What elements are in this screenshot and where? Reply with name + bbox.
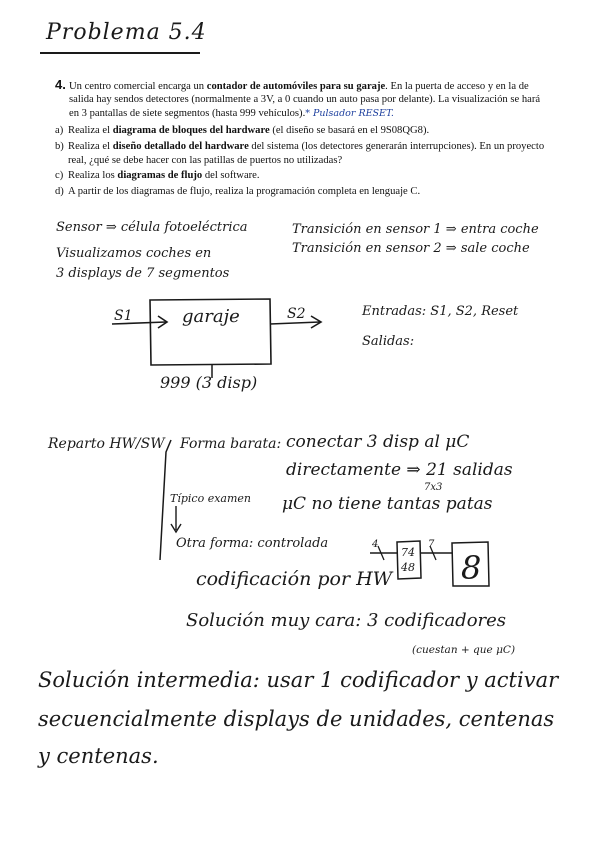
chip-label-2: 48 bbox=[401, 561, 415, 574]
note-sensor: Sensor ⇒ célula fotoeléctrica bbox=[56, 220, 248, 235]
hw-encoding-text: codificación por HW bbox=[196, 568, 393, 590]
item-text-bold: diagrama de bloques del hardware bbox=[112, 125, 270, 137]
conclusion-line-1: Solución intermedia: usar 1 codificador y activar bbox=[38, 668, 559, 692]
item-text-pre: A partir de los diagramas de flujo, realiza la programación completa en lenguaje C. bbox=[68, 186, 421, 198]
item-label: a) bbox=[55, 125, 64, 137]
expensive-solution-text: Solución muy cara: 3 codificadores bbox=[186, 610, 507, 631]
expensive-note: (cuestan + que μC) bbox=[412, 644, 516, 656]
note-inputs: Entradas: S1, S2, Reset bbox=[362, 304, 519, 319]
display-caption: 999 (3 disp) bbox=[160, 373, 258, 392]
note-visualize-2: 3 displays de 7 segmentos bbox=[56, 266, 230, 281]
chip-label-1: 74 bbox=[401, 546, 415, 559]
item-text-post: (el diseño se basará en el 9S08QG8). bbox=[269, 125, 430, 137]
s1-label: S1 bbox=[114, 308, 133, 324]
item-text-pre: Realiza los bbox=[68, 170, 118, 182]
cheap-way-sub: 7x3 bbox=[424, 482, 443, 493]
down-arrow-icon bbox=[171, 506, 181, 532]
note-visualize-1: Visualizamos coches en bbox=[56, 246, 212, 261]
item-label: b) bbox=[55, 141, 64, 153]
item-text-bold: diseño detallado del hardware bbox=[112, 141, 249, 153]
problem-title: Problema 5.4 bbox=[46, 20, 207, 45]
note-transition-1: Transición en sensor 1 ⇒ entra coche bbox=[292, 222, 539, 237]
conclusion-line-2: secuencialmente displays de unidades, centenas bbox=[38, 707, 555, 731]
no-pins-text: μC no tiene tantas patas bbox=[282, 494, 493, 514]
note-transition-2: Transición en sensor 2 ⇒ sale coche bbox=[292, 241, 530, 256]
item-text-post: del software. bbox=[202, 170, 260, 182]
typical-exam-label: Típico examen bbox=[170, 492, 251, 505]
item-text-bold: diagramas de flujo bbox=[117, 170, 203, 182]
intro-text-bold: contador de automóviles para su garaje bbox=[206, 81, 386, 92]
bus-out-width: 7 bbox=[428, 539, 435, 550]
bus-in-width: 4 bbox=[372, 539, 379, 550]
note-outputs: Salidas: bbox=[362, 334, 415, 349]
display-digit: 8 bbox=[461, 549, 482, 587]
hw-sw-heading: Reparto HW/SW bbox=[48, 436, 165, 452]
item-label: d) bbox=[55, 186, 64, 198]
item-label: c) bbox=[55, 170, 64, 182]
s2-label: S2 bbox=[287, 306, 306, 322]
cheap-way-text-2: directamente ⇒ 21 salidas bbox=[286, 460, 513, 480]
conclusion-line-3: y centenas. bbox=[38, 744, 159, 768]
exercise-number: 4. bbox=[55, 77, 66, 92]
garaje-label: garaje bbox=[182, 306, 240, 327]
intro-text-post: . En la puerta de acceso y en la de salida hay sendos detectores (normalmente a 3V, a 0 cuando un auto pasa por delante). La visualización se hará en 3 pantallas de siete segmentos (hasta 999 vehículos). bbox=[69, 81, 541, 119]
cheap-way-label: Forma barata: bbox=[180, 436, 282, 452]
reset-annotation: * Pulsador RESET. bbox=[305, 107, 394, 119]
item-text-post: del sistema (los detectores generarán interrupciones). En un proyecto real, ¿qué se debe hacer con las patillas de puertos no utilizadas? bbox=[68, 141, 545, 166]
other-way-label: Otra forma: controlada bbox=[176, 536, 329, 551]
item-text-pre: Realiza el bbox=[68, 125, 113, 137]
intro-text-pre: Un centro comercial encarga un bbox=[69, 81, 207, 92]
item-text-pre: Realiza el bbox=[68, 141, 113, 153]
cheap-way-text-1: conectar 3 disp al μC bbox=[286, 432, 470, 452]
